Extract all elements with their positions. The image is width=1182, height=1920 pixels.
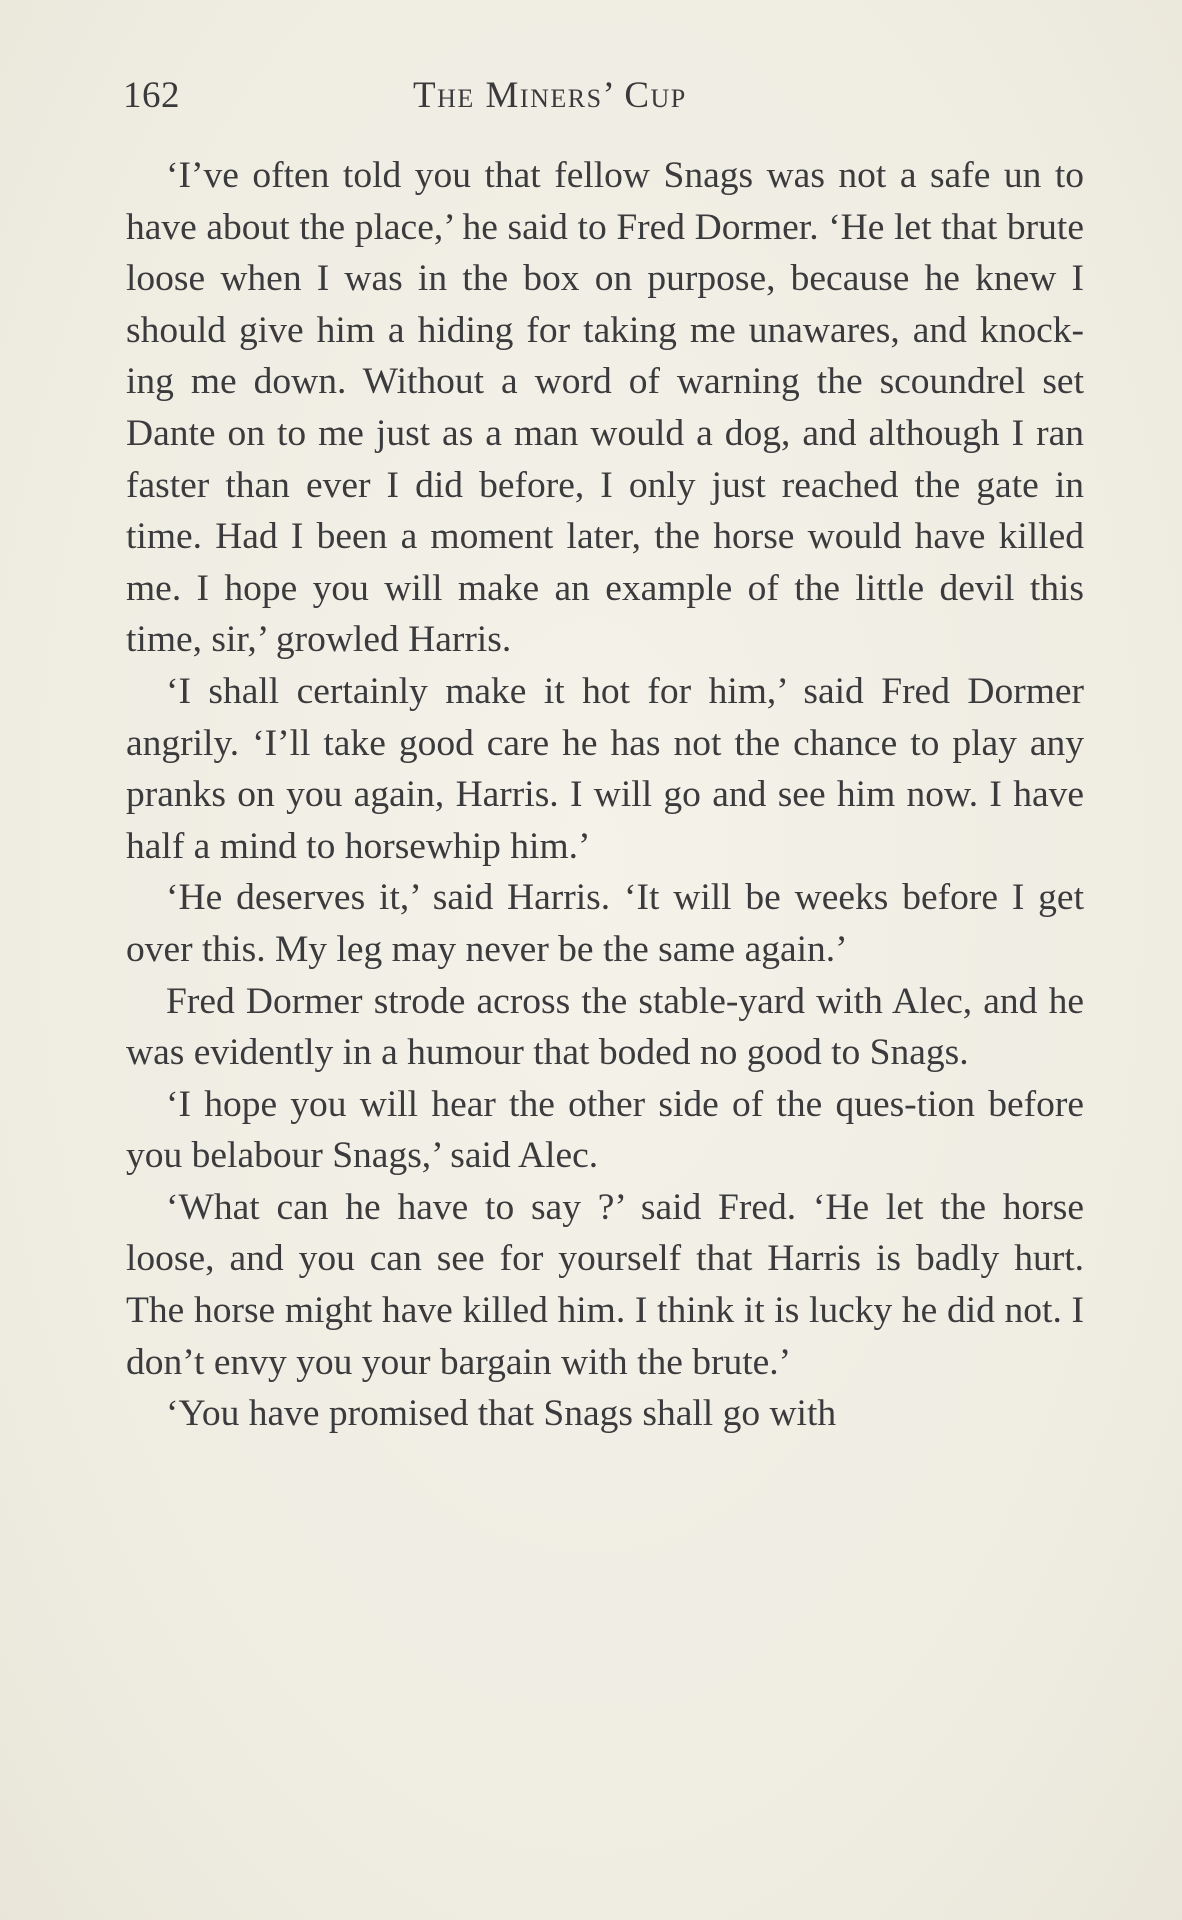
paragraph: ‘He deserves it,’ said Harris. ‘It will be weeks before I get over this. My leg may never be the same again.’ xyxy=(126,877,1084,970)
paragraph: ‘What can he have to say ?’ said Fred. ‘He let the horse loose, and you can see for yourself that Harris is badly hurt. The horse might have killed him. I think it is lucky he did not. I don’t envy you your bargain with the brute.’ xyxy=(126,1186,1084,1383)
running-head: The Miners’ Cup xyxy=(413,75,687,116)
paragraph: Fred Dormer strode across the stable-yard with Alec, and he was evidently in a humour that boded no good to Snags. xyxy=(126,980,1084,1074)
page-number: 162 xyxy=(123,75,180,116)
paragraph: ‘You have promised that Snags shall go with xyxy=(166,1393,837,1435)
page-header xyxy=(123,70,1083,120)
paragraph: ‘I’ve often told you that fellow Snags was not a safe un to have about the place,’ he said to Fred Dormer. ‘He let that brute loose when I was in the box on purpose, because he knew I should give him a hiding for taking me unawares, and knock-ing me down. Without a word of warning the scoundrel set Dante on to me just as a man would a dog, and although I ran faster than ever I did before, I only just reached the gate in time. Had I been a moment later, the horse would have killed me. I hope you will make an example of the little devil this time, sir,’ growled Harris. xyxy=(126,155,1084,661)
paragraph: ‘I shall certainly make it hot for him,’ said Fred Dormer angrily. ‘I’ll take good care he has not the chance to play any pranks on you again, Harris. I will go and see him now. I have half a mind to horsewhip him.’ xyxy=(126,670,1084,867)
paragraph: ‘I hope you will hear the other side of the ques-tion before you belabour Snags,’ said Alec. xyxy=(126,1083,1084,1177)
body-text xyxy=(126,150,1084,1440)
